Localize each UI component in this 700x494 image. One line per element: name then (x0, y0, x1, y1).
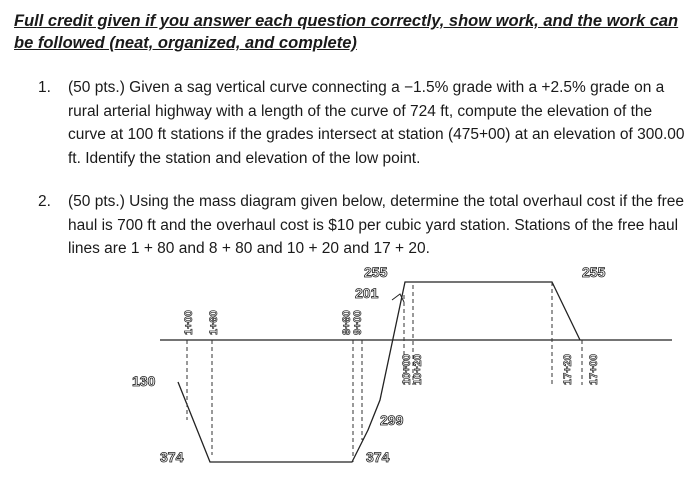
free-haul-lines (187, 282, 582, 462)
station-label-8-80: 8+80 (341, 310, 353, 335)
question-2-text: (50 pts.) Using the mass diagram given below, determine the total overhaul cost if the free haul is 700 ft and the overhaul cost is $10 per cubic yard station. Stations of the free haul lines are 1 + 80 and 8 + 80 and 10 + 20 and 17 + 20. (68, 193, 685, 257)
label-299: 299 (380, 412, 404, 428)
station-label-10-00: 10+00 (401, 354, 413, 385)
label-374-left: 374 (160, 449, 184, 465)
station-label-1-00: 1+00 (183, 310, 195, 335)
station-label-9-00: 9+00 (352, 310, 364, 335)
station-label-17-00: 17+00 (588, 354, 600, 385)
label-374-right: 374 (366, 449, 390, 465)
station-label-17-20: 17+20 (562, 354, 574, 385)
label-130: 130 (132, 373, 156, 389)
credit-header: Full credit given if you answer each question correctly, show work, and the work can be followed (neat, organized, and complete) (14, 12, 679, 52)
label-255-left: 255 (364, 264, 388, 280)
label-201: 201 (355, 285, 379, 301)
question-2-number: 2. (38, 193, 51, 210)
mass-curve (178, 282, 580, 462)
station-label-1-80: 1+80 (208, 310, 220, 335)
question-1-number: 1. (38, 79, 51, 96)
question-1-text: (50 pts.) Given a sag vertical curve connecting a −1.5% grade with a +2.5% grade on a rural arterial highway with a length of the curve of 724 ft, compute the elevation of the curve at 100 ft stations if the grades intersect at station (475+00) at an elevation of 300.00 ft. Identify the station and elevation of the low point. (68, 79, 685, 167)
label-255-right: 255 (582, 264, 606, 280)
station-label-10-20: 10+20 (412, 354, 424, 385)
